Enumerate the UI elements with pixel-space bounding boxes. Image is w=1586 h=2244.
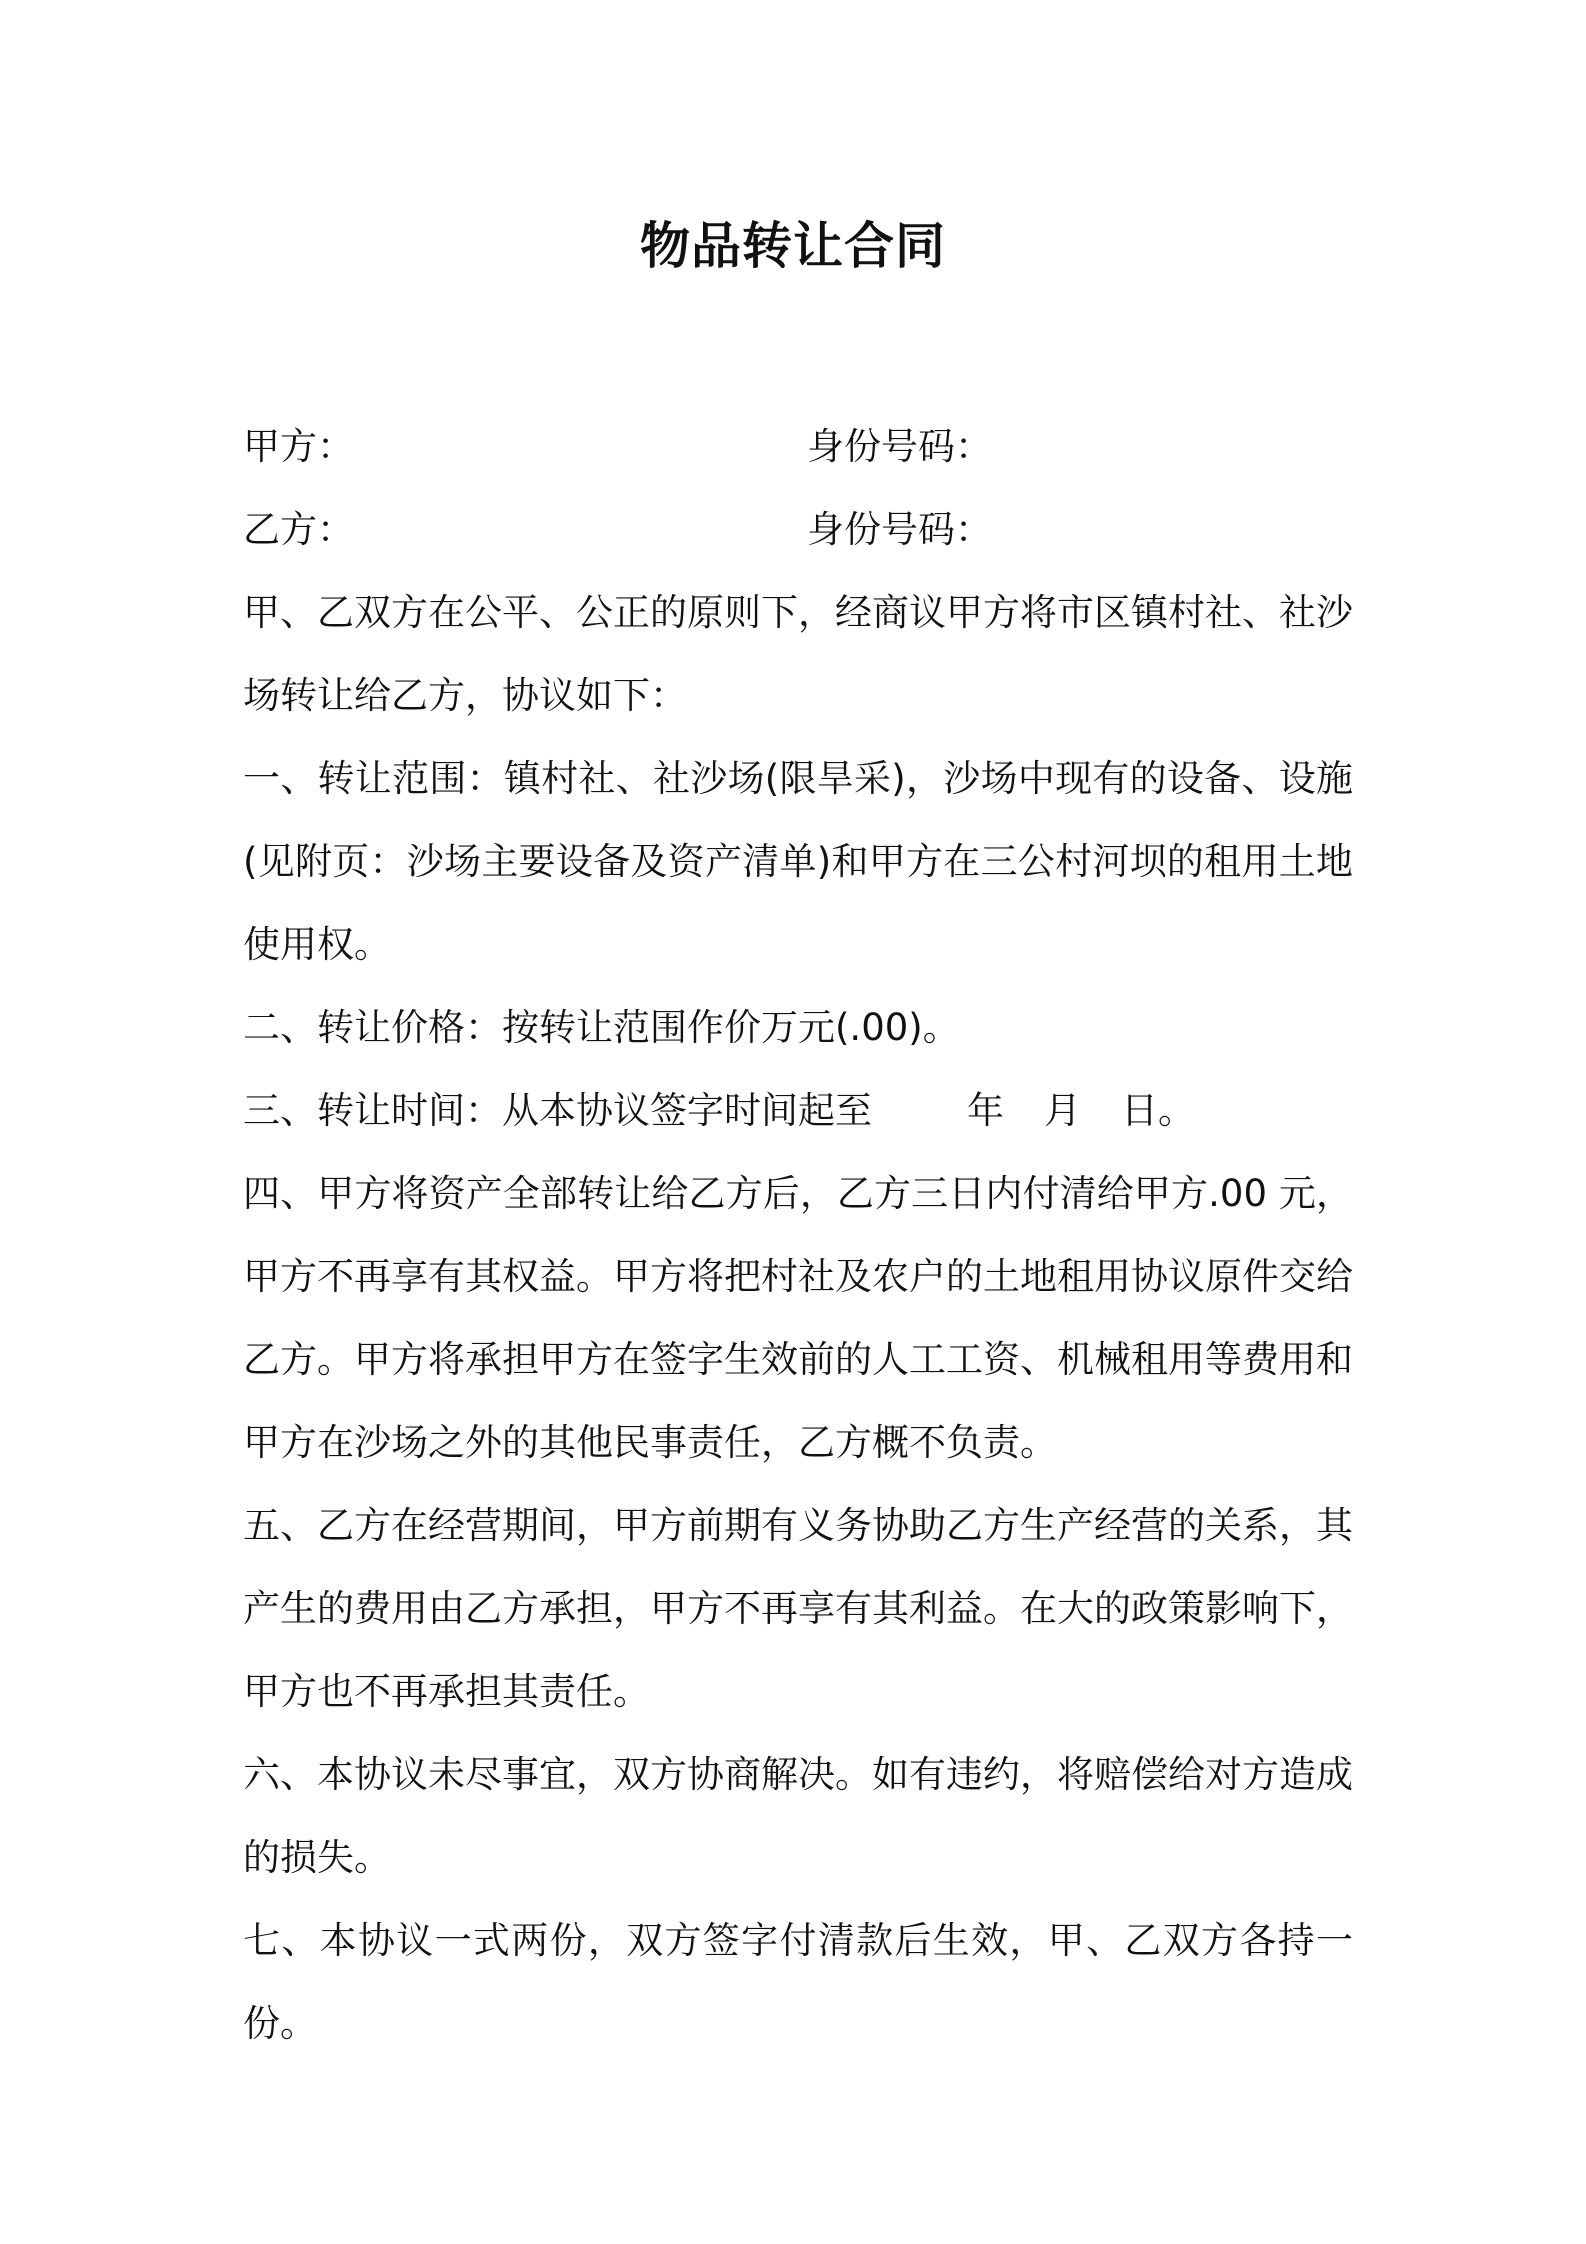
clause-7: 七、本协议一式两份，双方签字付清款后生效，甲、乙双方各持一份。	[243, 1919, 1353, 2045]
clause-3-text: 三、转让时间：从本协议签字时间起至	[243, 1089, 872, 1132]
day-label: 日。	[1121, 1089, 1195, 1132]
party-a-row	[243, 405, 1353, 488]
clause-5: 五、乙方在经营期间，甲方前期有义务协助乙方生产经营的关系，其产生的费用由乙方承担，甲方不再享有其利益。在大的政策影响下，甲方也不再承担其责任。	[243, 1504, 1353, 1713]
clause-6: 六、本协议未尽事宜，双方协商解决。如有违约，将赔偿给对方造成的损失。	[243, 1753, 1353, 1879]
year-label: 年	[967, 1089, 1004, 1132]
contract-body	[243, 405, 1353, 2065]
clause-1: 一、转让范围：镇村社、社沙场(限旱采)，沙场中现有的设备、设施(见附页：沙场主要设备及资产清单)和甲方在三公村河坝的租用土地使用权。	[243, 757, 1353, 966]
party-b-id-label: 身份号码：	[807, 508, 992, 551]
month-label: 月	[1044, 1089, 1081, 1132]
clause-3	[243, 1069, 1353, 1152]
document-title: 物品转让合同	[640, 217, 946, 275]
clause-4: 四、甲方将资产全部转让给乙方后，乙方三日内付清给甲方.00 元，甲方不再享有其权益。甲方将把村社及农户的土地租用协议原件交给乙方。甲方将承担甲方在签字生效前的人工工资、机械租用等费用和甲方在沙场之外的其他民事责任，乙方概不负责。	[243, 1172, 1353, 1464]
party-b-row	[243, 488, 1353, 571]
intro-paragraph: 甲、乙双方在公平、公正的原则下，经商议甲方将市区镇村社、社沙场转让给乙方，协议如下：	[243, 591, 1353, 717]
party-a-id-label: 身份号码：	[807, 425, 992, 468]
party-b-label: 乙方：	[243, 508, 354, 551]
clause-2: 二、转让价格：按转让范围作价万元(.00)。	[243, 1006, 960, 1049]
party-a-label: 甲方：	[243, 425, 354, 468]
